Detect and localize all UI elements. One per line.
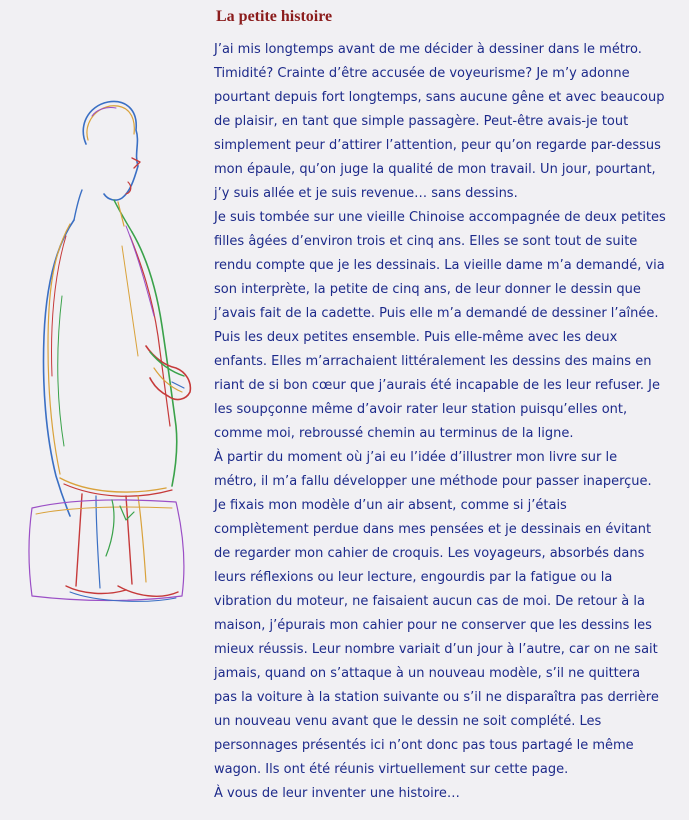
text-line: riant de si bon cœur que j’aurais été incapable de les leur refuser. Je	[214, 378, 660, 393]
text-line: métro, il m’a fallu développer une méthode pour passer inaperçue.	[214, 474, 652, 489]
text-line: Je suis tombée sur une vieille Chinoise accompagnée de deux petites	[214, 210, 666, 225]
text-line: un nouveau venu avant que le dessin ne soit complété. Les	[214, 714, 602, 729]
text-line: Je fixais mon modèle d’un air absent, comme si j’étais	[214, 498, 567, 513]
text-line: j’avais fait de la cadette. Puis elle m’a demandé de dessiner l’aînée.	[214, 306, 659, 321]
text-line: À vous de leur inventer une histoire…	[214, 786, 460, 801]
story-text	[214, 38, 682, 806]
text-line: pas la voiture à la station suivante ou s’il ne disparaîtra pas derrière	[214, 690, 659, 705]
text-line: de regarder mon cahier de croquis. Les voyageurs, absorbés dans	[214, 546, 645, 561]
text-line: filles âgées d’environ trois et cinq ans. Elles se sont tout de suite	[214, 234, 638, 249]
text-line: personnages présentés ici n’ont donc pas tous partagé le même	[214, 738, 634, 753]
text-line: simplement peur d’attirer l’attention, peur qu’on regarde par-dessus	[214, 138, 661, 153]
text-line: jamais, quand on s’attaque à un nouveau modèle, s’il ne quittera	[214, 666, 641, 681]
text-line: les soupçonne même d’avoir rater leur station puisqu’elles ont,	[214, 402, 628, 417]
text-line: leurs réflexions ou leur lecture, engourdis par la fatigue ou la	[214, 570, 613, 585]
text-line: mon épaule, qu’on juge la qualité de mon travail. Un jour, pourtant,	[214, 162, 656, 177]
text-line: mieux réussis. Leur nombre variait d’un jour à l’autre, car on ne sait	[214, 642, 658, 657]
text-line: de plaisir, en tant que simple passagère. Peut-être avais-je tout	[214, 114, 629, 129]
text-line: vibration du moteur, ne faisaient aucun cas de moi. De retour à la	[214, 594, 645, 609]
text-line: Timidité? Crainte d’être accusée de voyeurisme? Je m’y adonne	[214, 66, 630, 81]
text-line: wagon. Ils ont été réunis virtuellement sur cette page.	[214, 762, 569, 777]
text-line: À partir du moment où j’ai eu l’idée d’illustrer mon livre sur le	[214, 450, 618, 465]
text-line: maison, j’épurais mon cahier pour ne conserver que les dessins les	[214, 618, 652, 633]
page-title: La petite histoire	[216, 8, 333, 25]
sketch-standing-man-icon	[26, 96, 208, 621]
text-line: j’y suis allée et je suis revenue… sans dessins.	[214, 186, 518, 201]
text-line: J’ai mis longtemps avant de me décider à dessiner dans le métro.	[214, 42, 642, 57]
text-line: enfants. Elles m’arrachaient littéralement les dessins des mains en	[214, 354, 652, 369]
text-line: complètement perdue dans mes pensées et je dessinais en évitant	[214, 522, 652, 537]
text-line: rendu compte que je les dessinais. La vieille dame m’a demandé, via	[214, 258, 665, 273]
text-line: comme moi, rebroussé chemin au terminus de la ligne.	[214, 426, 574, 441]
text-line: son interprète, la petite de cinq ans, de leur donner le dessin que	[214, 282, 641, 297]
text-line: Puis les deux petites ensemble. Puis elle-même avec les deux	[214, 330, 618, 345]
text-line: pourtant depuis fort longtemps, sans aucune gêne et avec beaucoup	[214, 90, 665, 105]
